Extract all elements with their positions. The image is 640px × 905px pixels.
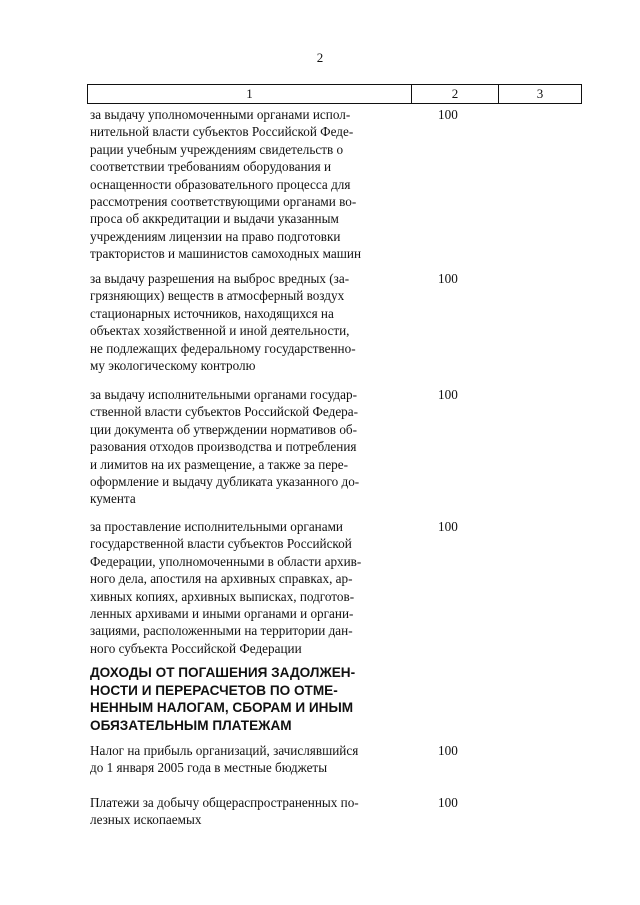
table-row bbox=[90, 794, 458, 829]
row-description: за выдачу разрешения на выброс вредных (за- грязняющих) веществ в атмосферный воздух стационарных источников, находящихся на объектах хозяйственной и иной деятельности, не подлежащих федеральному государственно- му экологическому контролю bbox=[90, 271, 356, 374]
page-number: 2 bbox=[316, 50, 324, 65]
row-description: Налог на прибыль организаций, зачислявшийся до 1 января 2005 года в местные бюджеты bbox=[90, 743, 359, 776]
table-row bbox=[90, 386, 458, 508]
row-amount: 100 bbox=[438, 795, 458, 810]
row-amount: 100 bbox=[438, 271, 458, 286]
row-description: за выдачу исполнительными органами государ- ственной власти субъектов Российской Федера- ции документа об утверждении нормативов об- разования отходов производства и потребления и лимитов на их размещение, а также за пере- оформление и выдачу дубликата указанного до- кумента bbox=[90, 387, 360, 507]
section-heading: ДОХОДЫ ОТ ПОГАШЕНИЯ ЗАДОЛЖЕН- НОСТИ И ПЕРЕРАСЧЕТОВ ПО ОТМЕ- НЕННЫМ НАЛОГАМ, СБОРАМ И ИНЫМ ОБЯЗАТЕЛЬНЫМ ПЛАТЕЖАМ bbox=[90, 665, 356, 733]
row-description: за выдачу уполномоченными органами испол- нительной власти субъектов Российской Феде- рации учебным учреждениям свидетельств о соответствии требованиям оборудования и оснащенности образовательного процесса для рассмотрения соответствующими органами во- проса об аккредитации и выдачи указанным учреждениям лицензии на право подготовки трактористов и машинистов самоходных машин bbox=[90, 107, 362, 262]
row-amount: 100 bbox=[438, 107, 458, 122]
row-amount: 100 bbox=[438, 519, 458, 534]
table-header-col-3: 3 bbox=[536, 86, 544, 101]
table-header-row bbox=[87, 84, 582, 104]
row-description: за проставление исполнительными органами государственной власти субъектов Российской Федерации, уполномоченными в области архив- ного дела, апостиля на архивных справках, ар- хивных копиях, архивных выписках, подготов- ленных архивами и иными органами и органи- зациями, расположенными на территории дан- ного субъекта Российской Федерации bbox=[90, 519, 362, 656]
table-row bbox=[90, 518, 458, 657]
table-header-col-1: 1 bbox=[88, 85, 412, 103]
table-row bbox=[90, 106, 458, 263]
table-row bbox=[90, 742, 458, 777]
table-row bbox=[90, 270, 458, 374]
row-description: Платежи за добычу общераспространенных по- лезных ископаемых bbox=[90, 795, 359, 828]
row-amount: 100 bbox=[438, 743, 458, 758]
row-amount: 100 bbox=[438, 387, 458, 402]
table-header-col-2: 2 bbox=[412, 85, 499, 103]
